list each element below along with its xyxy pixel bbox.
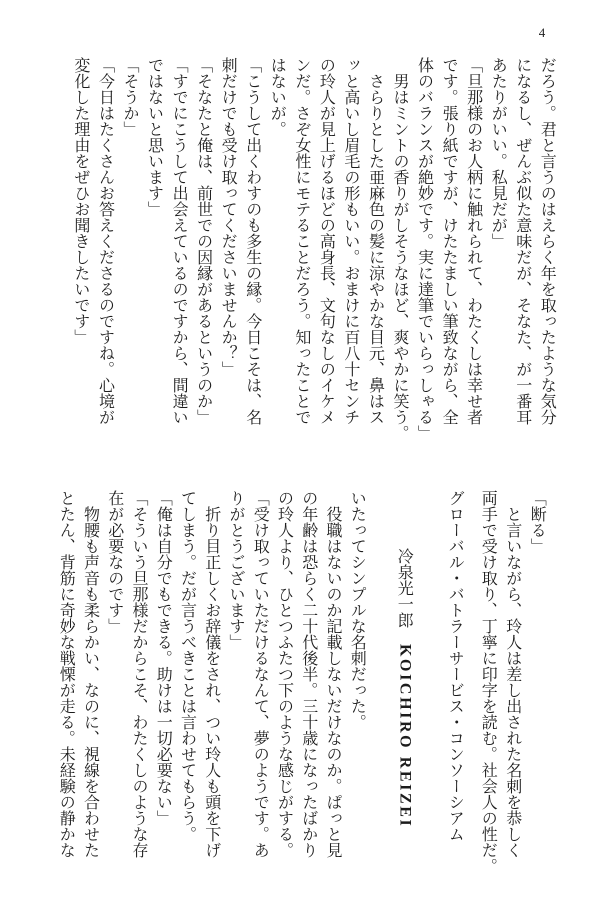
text-column: の年齢は恐らく二十代後半。三十歳になったばかり [299, 490, 319, 858]
business-card-name-romaji: KOICHIRO REIZEI [396, 644, 414, 829]
text-column: 男はミントの香りがしそうなほど、爽やかに笑う。 [391, 57, 410, 441]
text-column: 役職はないのか記載しないだけなのか。ぱっと見 [324, 490, 343, 858]
text-column: ッと高いし眉毛の形もいい。おまけに百八十センチ [341, 57, 361, 425]
text-column: だろう。君と言うのはえらく年を取ったような気分 [538, 57, 558, 425]
text-column: 「こうして出くわすのも多生の縁。今日こそは、名 [243, 57, 263, 425]
text-column: 「すでにこうして出会えているのですから、間違い [170, 57, 190, 425]
text-column: 両手で受け取り、丁寧に印字を読む。社会人の性だ。 [479, 490, 499, 874]
text-column: 「俺は自分でもできる。助けは一切必要ない」 [154, 490, 174, 826]
text-column: と言いながら、玲人は差し出された名刺を恭しく [503, 490, 523, 858]
text-column: ではないと思います」 [145, 57, 165, 217]
text-column: さらりとした亜麻色の髪に涼やかな目元、鼻はス [366, 57, 386, 425]
business-card-name [392, 490, 417, 828]
text-column: 「そなたと俺は、前世での因縁があるというのか」 [194, 57, 214, 425]
text-column: 「そういう旦那様だからこそ、わたくしのような存 [130, 490, 149, 858]
text-column: の玲人が見上げるほどの高身長、文句なしのイケメ [317, 57, 337, 425]
page-number: 4 [538, 25, 546, 40]
text-column: 変化した理由をぜひお聞きしたいです」 [71, 57, 91, 345]
upper-tier-text [68, 57, 559, 441]
text-column: 「断る」 [528, 490, 548, 554]
text-column: 刺だけでも受け取ってくださいませんか？」 [219, 57, 239, 377]
business-card-name-japanese: 冷泉光一郎 [395, 548, 415, 628]
text-column: とたん、背筋に奇妙な戦慄が走る。未経験の静かな [57, 490, 77, 858]
text-column: いたってシンプルな名刺だった。 [348, 490, 368, 730]
text-column: ンだ。さぞ女性にモテることだろう。知ったことで [292, 57, 312, 425]
lower-tier-text [54, 490, 549, 874]
text-column: はないが。 [268, 57, 288, 137]
text-column: になるし、ぜんぶ似た意味だが、そなた、が一番耳 [513, 57, 533, 425]
text-column: 「旦那様のお人柄に触れられて、わたくしは幸せ者 [464, 57, 484, 425]
text-column: てしまう。だが言うべきことは言わせてもらう。 [178, 490, 198, 842]
text-column: 「受け取っていただけるなんて、夢のようです。あ [251, 490, 271, 858]
text-column: 物腰も声音も柔らかい、なのに、視線を合わせた [81, 490, 101, 858]
business-card-company: グローバル・バトラーサービス・コンソーシアム [446, 490, 466, 842]
text-column: 「今日はたくさんお答えくださるのですね。心境が [96, 57, 116, 425]
text-column: 在が必要なのです」 [105, 490, 125, 634]
text-column: あたりがいい。私見だが」 [489, 57, 509, 249]
text-column: 折り目正しくお辞儀をされ、つい玲人も頭を下げ [202, 490, 222, 858]
text-column: の玲人より、ひとつふたつ下のような感じがする。 [275, 490, 295, 858]
text-column: りがとうございます」 [227, 490, 246, 650]
text-column: 体のバランスが絶妙です。実に達筆でいらっしゃる」 [415, 57, 435, 441]
text-column: です。張り紙ですが、けたたましい筆致ながら、全 [440, 57, 460, 425]
text-column: 「そうか」 [120, 57, 140, 137]
